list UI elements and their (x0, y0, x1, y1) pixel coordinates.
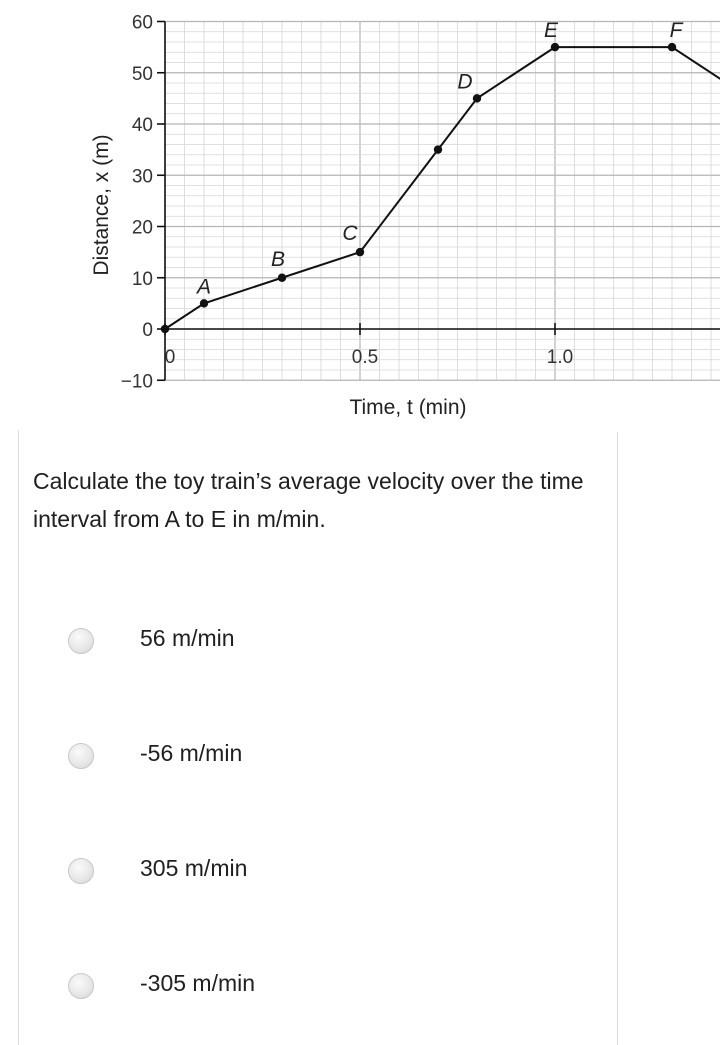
radio-button[interactable] (68, 973, 94, 999)
data-point (473, 94, 481, 102)
point-label-e: E (543, 19, 559, 43)
x-tick-label: 1.0 (546, 347, 574, 368)
option-label: 305 m/min (140, 855, 248, 881)
y-tick-label: −10 (120, 371, 153, 393)
y-tick-label: 0 (142, 320, 153, 341)
point-label-f: F (669, 19, 683, 43)
y-tick-label: 30 (131, 166, 153, 188)
card-border-left (18, 430, 19, 1045)
x-tick-label: 0.5 (351, 347, 379, 368)
radio-button[interactable] (68, 858, 94, 884)
x-axis-title: Time, t (min) (349, 396, 467, 419)
point-label-d: D (457, 70, 473, 94)
radio-button[interactable] (68, 743, 94, 769)
point-label-a: A (196, 275, 212, 299)
y-tick-label: 50 (131, 63, 153, 85)
point-label-c: C (342, 222, 358, 246)
chart-grid (165, 22, 720, 381)
data-point (668, 43, 676, 51)
distance-time-chart (0, 0, 720, 430)
data-point (278, 274, 286, 282)
x-tick-label: 0 (164, 347, 176, 368)
data-point (356, 248, 364, 256)
question-text: Calculate the toy train’s average velocity over the time interval from A to E in m/min. (33, 468, 584, 532)
data-point (551, 43, 559, 51)
option-label: 56 m/min (140, 625, 235, 651)
option-label: -305 m/min (140, 970, 256, 996)
data-point (161, 325, 169, 333)
data-point (200, 299, 208, 307)
card-border-right (617, 432, 618, 1045)
y-tick-label: 60 (131, 12, 153, 34)
option-label: -56 m/min (140, 740, 243, 766)
y-axis-title: Distance, x (m) (90, 134, 113, 276)
y-tick-label: 10 (131, 268, 153, 290)
radio-button[interactable] (68, 628, 94, 654)
chart-svg (0, 0, 720, 430)
point-label-b: B (270, 247, 286, 271)
data-series-line (165, 47, 720, 349)
y-tick-label: 20 (131, 217, 153, 239)
data-point (434, 145, 442, 153)
y-tick-label: 40 (131, 115, 153, 136)
